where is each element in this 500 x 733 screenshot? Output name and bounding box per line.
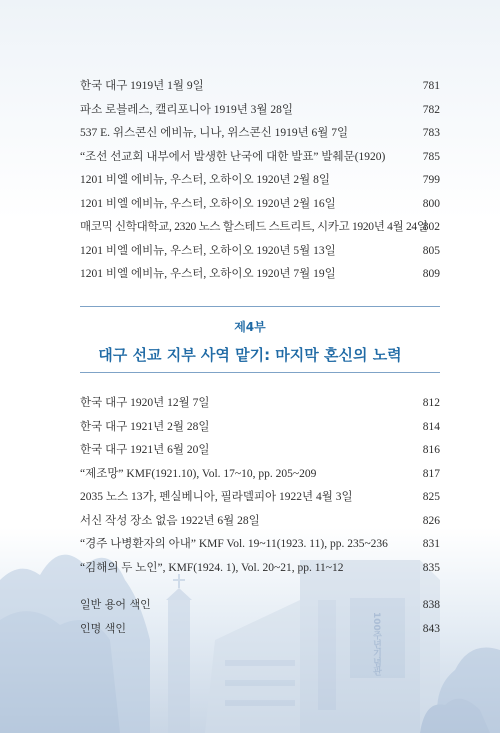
toc-index bbox=[80, 598, 440, 645]
entry-title: 1201 비엘 에비뉴, 우스터, 오하이오 1920년 7월 19일 bbox=[80, 268, 336, 280]
entry-page: 799 bbox=[422, 174, 440, 186]
toc-entry[interactable] bbox=[80, 490, 440, 514]
toc-entry[interactable] bbox=[80, 396, 440, 420]
entry-title: 파소 로블레스, 캘리포니아 1919년 3월 28일 bbox=[80, 103, 294, 116]
toc-entry[interactable] bbox=[80, 103, 440, 127]
entry-title: 매코믹 신학대학교, 2320 노스 할스테드 스트리트, 시카고 1920년 4월 24일 bbox=[80, 221, 428, 233]
entry-title: “조선 선교회 내부에서 발생한 난국에 대한 발표” 발췌문(1920) bbox=[80, 150, 386, 163]
entry-page: 814 bbox=[422, 420, 440, 433]
entry-title: 537 E. 위스콘신 에비뉴, 니나, 위스콘신 1919년 6월 7일 bbox=[80, 127, 349, 139]
toc-entry[interactable] bbox=[80, 150, 440, 174]
entry-page: 831 bbox=[422, 538, 440, 550]
entry-page: 782 bbox=[422, 103, 440, 116]
toc-entry[interactable] bbox=[80, 79, 440, 103]
entry-page: 825 bbox=[422, 491, 440, 503]
toc-top bbox=[80, 79, 440, 291]
part-number: 제4부 bbox=[234, 320, 266, 334]
part-divider-top bbox=[80, 306, 440, 307]
entry-page: 785 bbox=[422, 150, 440, 163]
entry-title: 서신 작성 장소 없음 1922년 6월 28일 bbox=[80, 514, 260, 527]
toc-entry[interactable] bbox=[80, 514, 440, 538]
entry-title: 일반 용어 색인 bbox=[80, 598, 151, 611]
entry-page: 816 bbox=[422, 444, 440, 456]
entry-page: 826 bbox=[422, 514, 440, 527]
toc-entry[interactable] bbox=[80, 220, 440, 244]
entry-title: “김해의 두 노인”, KMF(1924. 1), Vol. 20~21, pp. 11~12 bbox=[80, 561, 344, 574]
toc-entry[interactable] bbox=[80, 537, 440, 561]
entry-page: 783 bbox=[422, 127, 440, 139]
toc-entry[interactable] bbox=[80, 443, 440, 467]
building-sign: 100주년기념관 bbox=[371, 612, 381, 676]
toc-entry[interactable] bbox=[80, 244, 440, 268]
entry-page: 838 bbox=[422, 599, 440, 611]
toc-entry[interactable] bbox=[80, 467, 440, 491]
toc-entry[interactable] bbox=[80, 126, 440, 150]
entry-title: “제조망” KMF(1921.10), Vol. 17~10, pp. 205~209 bbox=[80, 467, 317, 480]
entry-title: 2035 노스 13가, 펜실베니아, 필라델피아 1922년 4월 3일 bbox=[80, 491, 353, 503]
entry-title: 1201 비엘 에비뉴, 우스터, 오하이오 1920년 2월 8일 bbox=[80, 174, 331, 186]
part-divider-bottom bbox=[80, 372, 440, 373]
entry-title: 한국 대구 1921년 6월 20일 bbox=[80, 444, 210, 456]
entry-page: 809 bbox=[422, 268, 440, 280]
entry-title: 인명 색인 bbox=[80, 621, 127, 635]
toc-entry[interactable] bbox=[80, 267, 440, 291]
entry-page: 781 bbox=[422, 80, 440, 92]
entry-page: 817 bbox=[422, 467, 440, 480]
toc-entry[interactable] bbox=[80, 598, 440, 622]
entry-page: 843 bbox=[422, 622, 440, 635]
entry-title: 한국 대구 1919년 1월 9일 bbox=[80, 80, 204, 92]
entry-page: 835 bbox=[422, 561, 440, 574]
entry-title: 1201 비엘 에비뉴, 우스터, 오하이오 1920년 2월 16일 bbox=[80, 197, 336, 210]
entry-page: 812 bbox=[422, 397, 440, 409]
toc-entry[interactable] bbox=[80, 173, 440, 197]
entry-page: 802 bbox=[422, 221, 440, 233]
entry-title: “경주 나병환자의 아내” KMF Vol. 19~11(1923. 11), pp. 235~236 bbox=[80, 538, 388, 550]
toc-entry[interactable] bbox=[80, 622, 440, 646]
toc-entry[interactable] bbox=[80, 420, 440, 444]
toc-entry[interactable] bbox=[80, 197, 440, 221]
toc-entry[interactable] bbox=[80, 561, 440, 585]
toc-part4 bbox=[80, 396, 440, 584]
entry-page: 800 bbox=[422, 197, 440, 210]
entry-title: 1201 비엘 에비뉴, 우스터, 오하이오 1920년 5월 13일 bbox=[80, 244, 336, 257]
part-title[interactable]: 대구 선교 지부 사역 맡기: 마지막 혼신의 노력 bbox=[98, 346, 402, 364]
entry-page: 805 bbox=[422, 244, 440, 257]
entry-title: 한국 대구 1920년 12월 7일 bbox=[80, 397, 210, 409]
entry-title: 한국 대구 1921년 2월 28일 bbox=[80, 420, 210, 433]
